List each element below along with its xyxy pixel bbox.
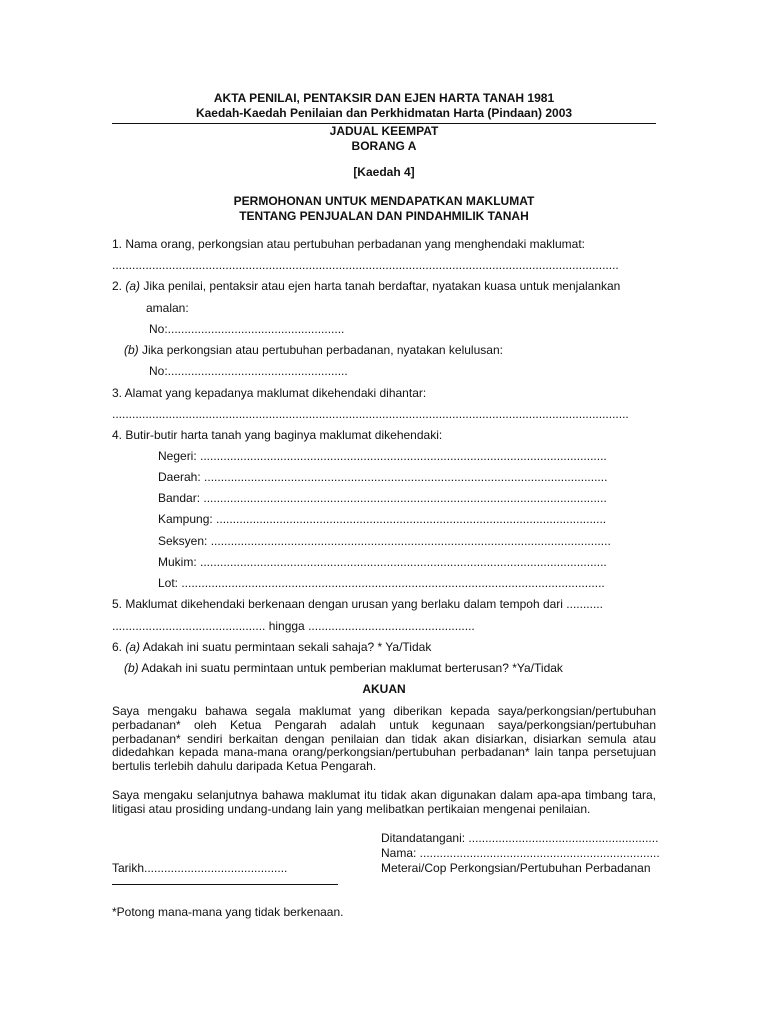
field-negeri[interactable]: Negeri: .......................................................................................................................... [158,449,607,463]
footnote-rule [112,884,338,885]
item-6a-label [112,641,431,655]
item-2b-text: Jika perkongsian atau pertubuhan perbadanan, nyatakan kelulusan: [142,343,503,357]
item-5-period-field[interactable]: .............................................. hingga .................................................. [112,619,475,633]
declaration-paragraph-2: Saya mengaku selanjutnya bahawa maklumat itu tidak akan digunakan dalam apa-apa timbang tara, litigasi atau prosiding undang-undang lain yang melibatkan pertikaian mengenai penilaian. [112,788,656,816]
declaration-heading: AKUAN [362,682,406,696]
field-kampung[interactable]: Kampung: ..................................................................................................................... [158,512,607,526]
schedule-title: JADUAL KEEMPAT [329,124,439,138]
field-lot[interactable]: Lot: ............................................................................................................................... [158,576,605,590]
form-title-line-2: TENTANG PENJUALAN DAN PINDAHMILIK TANAH [239,209,529,223]
item-2a-label [112,280,620,294]
item-3-label: 3. Alamat yang kepadanya maklumat dikehendaki dihantar: [112,386,427,400]
rule-reference: [Kaedah 4] [353,165,415,179]
item-2b-number-field[interactable]: No:...................................................... [149,364,348,378]
item-1-field[interactable]: ........................................................................................................................................................ [112,258,619,272]
date-field[interactable]: Tarikh........................................... [112,861,288,875]
item-1-label: 1. Nama orang, perkongsian atau pertubuhan perbadanan yang menghendaki maklumat: [112,237,585,251]
field-bandar[interactable]: Bandar: ......................................................................................................................... [158,491,607,505]
item-6a-marker: (a) [125,640,141,654]
item-2a-text-cont: amalan: [146,301,189,315]
item-2b-label [124,344,503,358]
form-title-line-1: PERMOHONAN UNTUK MENDAPATKAN MAKLUMAT [233,194,535,208]
item-2b-marker: (b) [124,343,139,357]
rules-title: Kaedah-Kaedah Penilaian dan Perkhidmatan Harta (Pindaan) 2003 [195,106,573,120]
field-seksyen[interactable]: Seksyen: ........................................................................................................................ [158,534,611,548]
item-2-number: 2. [112,279,123,293]
item-2a-number-field[interactable]: No:..................................................... [149,322,345,336]
footnote: *Potong mana-mana yang tidak berkenaan. [112,905,344,919]
form-name: BORANG A [351,139,417,153]
item-4-label: 4. Butir-butir harta tanah yang baginya maklumat dikehendaki: [112,428,443,442]
field-daerah[interactable]: Daerah: ......................................................................................................................... [158,470,608,484]
declaration-paragraph-1: Saya mengaku bahawa segala maklumat yang diberikan kepada saya/perkongsian/pertubuhan perbadanan* oleh Ketua Pengarah adalah untuk kegunaan saya/perkongsian/pertubuhan perbadanan* sendiri berkaitan dengan penilaian dan tidak akan disiarkan, disiarkan semula atau didedahkan kepada mana-mana orang/perkongsian/pertubuhan perbadanan* lain tanpa persetujuan bertulis terlebih dahulu daripada Ketua Pengarah. [112,704,656,774]
field-mukim[interactable]: Mukim: .......................................................................................................................... [158,555,607,569]
seal-label: Meterai/Cop Perkongsian/Pertubuhan Perbadanan [381,861,651,875]
name-field[interactable]: Nama: ........................................................................ [381,846,660,860]
item-2a-text: Jika penilai, pentaksir atau ejen harta tanah berdaftar, nyatakan kuasa untuk menjalankan [143,279,621,293]
item-3-field[interactable]: ........................................................................................................................................................... [112,407,629,421]
signed-field[interactable]: Ditandatangani: ......................................................... [381,831,659,845]
item-6b-marker: (b) [124,661,139,675]
item-2a-marker: (a) [125,279,141,293]
item-6b-label [124,662,563,676]
item-6b-text[interactable]: Adakah ini suatu permintaan untuk pemberian maklumat berterusan? *Ya/Tidak [141,661,563,675]
act-title: AKTA PENILAI, PENTAKSIR DAN EJEN HARTA TANAH 1981 [213,91,555,105]
item-6-number: 6. [112,640,123,654]
item-6a-text[interactable]: Adakah ini suatu permintaan sekali sahaja? * Ya/Tidak [142,640,432,654]
item-5-label[interactable]: 5. Maklumat dikehendaki berkenaan dengan urusan yang berlaku dalam tempoh dari ........... [112,597,603,611]
